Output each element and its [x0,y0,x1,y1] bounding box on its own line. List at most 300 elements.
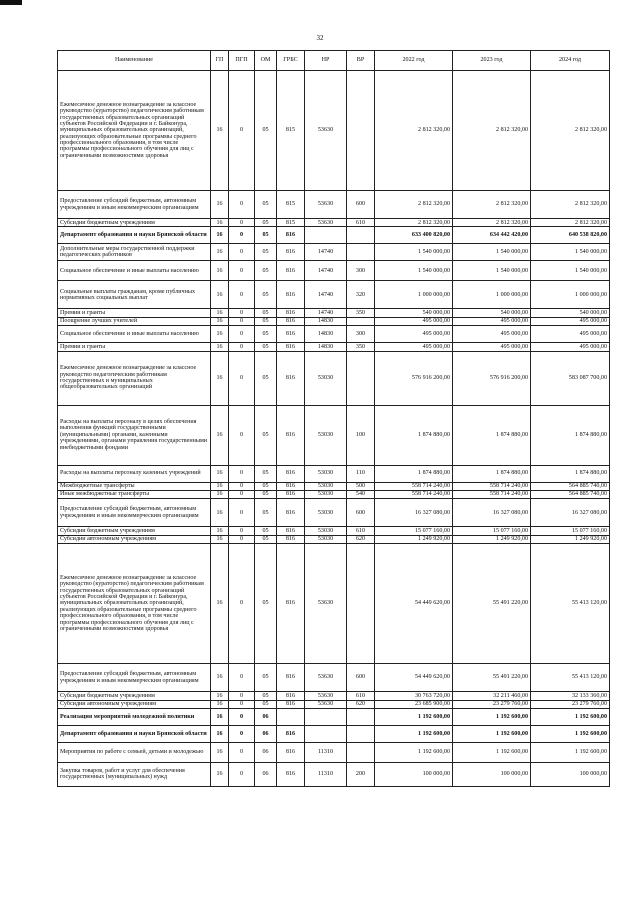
cell-gp: 16 [211,261,229,281]
table-row [58,490,610,498]
cell-vr [347,71,375,191]
cell-2022: 1 000 000,00 [375,281,453,309]
cell-vr [347,725,375,742]
cell-pgp: 0 [229,191,255,219]
cell-2023: 1 540 000,00 [453,261,531,281]
cell-pgp: 0 [229,762,255,786]
cell-grbs: 816 [277,465,305,482]
cell-pgp: 0 [229,482,255,490]
cell-grbs: 816 [277,742,305,762]
cell-gp: 16 [211,343,229,351]
cell-grbs: 816 [277,664,305,692]
cell-name: Предоставление субсидий бюджетным, автономным учреждениям и иным некоммерческим организациям [58,664,211,692]
cell-2022: 54 449 620,00 [375,544,453,664]
cell-gp: 16 [211,351,229,405]
cell-2022: 495 000,00 [375,326,453,343]
cell-2023: 1 249 920,00 [453,535,531,543]
cell-2023: 55 491 220,00 [453,544,531,664]
cell-pgp: 0 [229,465,255,482]
cell-pgp: 0 [229,544,255,664]
cell-nr: 14740 [305,309,347,317]
cell-2024: 2 812 320,00 [531,191,610,219]
cell-name: Иные межбюджетные трансферты [58,490,211,498]
cell-om: 05 [255,71,277,191]
cell-gp: 16 [211,725,229,742]
cell-2022: 1 874 880,00 [375,465,453,482]
cell-name: Предоставление субсидий бюджетным, автономным учреждениям и иным некоммерческим организациям [58,191,211,219]
cell-2022: 1 192 600,00 [375,708,453,725]
table-row [58,227,610,244]
cell-om: 05 [255,317,277,325]
cell-om: 05 [255,261,277,281]
cell-name: Социальные выплаты гражданам, кроме публичных нормативных социальных выплат [58,281,211,309]
cell-om: 05 [255,244,277,261]
cell-2022: 1 192 600,00 [375,742,453,762]
cell-vr: 600 [347,664,375,692]
cell-vr: 620 [347,700,375,708]
cell-gp: 16 [211,708,229,725]
cell-om: 05 [255,490,277,498]
cell-2023: 1 192 600,00 [453,725,531,742]
cell-name: Социальное обеспечение и иные выплаты населению [58,326,211,343]
cell-2023: 558 714 240,00 [453,490,531,498]
cell-2024: 640 538 820,00 [531,227,610,244]
cell-grbs: 816 [277,527,305,535]
table-row [58,527,610,535]
cell-2024: 32 133 360,00 [531,692,610,700]
cell-om: 05 [255,219,277,227]
cell-nr: 14830 [305,317,347,325]
cell-2022: 1 192 600,00 [375,725,453,742]
cell-2022: 2 812 320,00 [375,219,453,227]
cell-grbs: 816 [277,700,305,708]
cell-gp: 16 [211,490,229,498]
table-row [58,725,610,742]
cell-gp: 16 [211,405,229,465]
table-row [58,664,610,692]
cell-grbs: 816 [277,725,305,742]
cell-gp: 16 [211,71,229,191]
cell-vr: 110 [347,465,375,482]
cell-om: 05 [255,535,277,543]
cell-2024: 1 540 000,00 [531,261,610,281]
cell-2022: 30 763 720,00 [375,692,453,700]
cell-nr: 53030 [305,482,347,490]
cell-grbs: 816 [277,405,305,465]
table-row [58,482,610,490]
cell-pgp: 0 [229,326,255,343]
cell-om: 06 [255,725,277,742]
cell-gp: 16 [211,499,229,527]
cell-nr: 53030 [305,527,347,535]
cell-2023: 55 491 220,00 [453,664,531,692]
cell-grbs: 816 [277,343,305,351]
cell-name: Расходы на выплаты персоналу в целях обеспечения выполнения функций государственными (муниципальными) органами, казенными учреждениями, органами управления государственными внебюджетными фондами [58,405,211,465]
cell-om: 05 [255,351,277,405]
cell-pgp: 0 [229,708,255,725]
table-row [58,71,610,191]
table-header-row [58,51,610,71]
cell-pgp: 0 [229,692,255,700]
cell-vr: 600 [347,191,375,219]
cell-pgp: 0 [229,317,255,325]
cell-2023: 634 442 420,00 [453,227,531,244]
cell-om: 05 [255,482,277,490]
table-row [58,465,610,482]
cell-vr [347,244,375,261]
cell-grbs: 816 [277,544,305,664]
cell-name: Субсидии автономным учреждениям [58,535,211,543]
cell-om: 05 [255,465,277,482]
cell-vr: 350 [347,309,375,317]
cell-gp: 16 [211,281,229,309]
column-header: ВР [347,51,375,71]
column-header: ОМ [255,51,277,71]
cell-vr: 610 [347,219,375,227]
cell-name: Департамент образования и науки Брянской области [58,725,211,742]
cell-pgp: 0 [229,343,255,351]
cell-name: Ежемесячное денежное вознаграждение за классное руководство (кураторство) педагогическим работникам государственных образовательных организаций субъектов Российской Федерации и г. Байконура, муниципальных образовательных организаций, реализующих образовательные программы среднего профессионального образования, в том числе программы профессионального обучения для лиц с ограниченными возможностями здоровья [58,71,211,191]
cell-2022: 54 449 620,00 [375,664,453,692]
cell-grbs: 816 [277,261,305,281]
cell-2024: 100 000,00 [531,762,610,786]
table-row [58,219,610,227]
cell-2022: 558 714 240,00 [375,482,453,490]
cell-nr: 53630 [305,692,347,700]
cell-gp: 16 [211,482,229,490]
cell-2024: 1 192 600,00 [531,742,610,762]
cell-2022: 495 000,00 [375,343,453,351]
table-row [58,499,610,527]
cell-nr: 53030 [305,535,347,543]
cell-nr: 53630 [305,191,347,219]
cell-nr: 14740 [305,244,347,261]
cell-pgp: 0 [229,742,255,762]
cell-2024: 540 000,00 [531,309,610,317]
cell-om: 05 [255,544,277,664]
column-header: ГРБС [277,51,305,71]
cell-om: 05 [255,700,277,708]
cell-vr: 320 [347,281,375,309]
cell-grbs: 816 [277,244,305,261]
cell-nr: 53030 [305,499,347,527]
cell-nr: 53030 [305,465,347,482]
cell-2024: 55 413 120,00 [531,544,610,664]
cell-2022: 23 685 900,00 [375,700,453,708]
cell-pgp: 0 [229,499,255,527]
cell-om: 06 [255,762,277,786]
cell-name: Субсидии бюджетным учреждениям [58,692,211,700]
table-row [58,708,610,725]
cell-2022: 540 000,00 [375,309,453,317]
cell-2022: 1 540 000,00 [375,244,453,261]
cell-om: 06 [255,708,277,725]
table-row [58,405,610,465]
cell-gp: 16 [211,191,229,219]
cell-nr: 14740 [305,281,347,309]
cell-om: 05 [255,281,277,309]
cell-grbs: 816 [277,317,305,325]
cell-om: 05 [255,326,277,343]
table-row [58,244,610,261]
budget-table [57,50,610,787]
cell-2024: 1 000 000,00 [531,281,610,309]
cell-name: Департамент образования и науки Брянской области [58,227,211,244]
cell-2022: 633 400 820,00 [375,227,453,244]
cell-2024: 1 192 600,00 [531,725,610,742]
cell-vr: 610 [347,527,375,535]
cell-2023: 1 540 000,00 [453,244,531,261]
cell-nr: 14830 [305,343,347,351]
cell-name: Субсидии бюджетным учреждениям [58,527,211,535]
cell-2022: 495 000,00 [375,317,453,325]
cell-gp: 16 [211,309,229,317]
cell-name: Премии и гранты [58,343,211,351]
cell-name: Дополнительные меры государственной поддержки педагогических работников [58,244,211,261]
cell-grbs: 816 [277,482,305,490]
cell-2024: 1 540 000,00 [531,244,610,261]
cell-pgp: 0 [229,227,255,244]
cell-om: 05 [255,309,277,317]
cell-2024: 16 327 080,00 [531,499,610,527]
column-header: Наименование [58,51,211,71]
cell-2024: 1 249 920,00 [531,535,610,543]
cell-gp: 16 [211,465,229,482]
cell-pgp: 0 [229,725,255,742]
cell-2022: 1 249 920,00 [375,535,453,543]
column-header: 2022 год [375,51,453,71]
cell-2024: 1 874 880,00 [531,465,610,482]
table-row [58,309,610,317]
cell-vr [347,317,375,325]
cell-nr: 11310 [305,742,347,762]
cell-vr [347,227,375,244]
cell-vr: 600 [347,499,375,527]
table-row [58,261,610,281]
cell-2023: 100 000,00 [453,762,531,786]
cell-2022: 558 714 240,00 [375,490,453,498]
table-row [58,326,610,343]
table-row [58,762,610,786]
cell-name: Поощрение лучших учителей [58,317,211,325]
cell-name: Реализация мероприятий молодежной политики [58,708,211,725]
cell-name: Премии и гранты [58,309,211,317]
cell-vr: 610 [347,692,375,700]
cell-pgp: 0 [229,71,255,191]
cell-2023: 2 812 320,00 [453,71,531,191]
cell-grbs: 816 [277,326,305,343]
cell-2023: 32 211 460,00 [453,692,531,700]
column-header: ПГП [229,51,255,71]
cell-vr [347,351,375,405]
cell-pgp: 0 [229,219,255,227]
cell-vr: 500 [347,482,375,490]
cell-om: 05 [255,343,277,351]
cell-2022: 576 916 200,00 [375,351,453,405]
cell-2022: 2 812 320,00 [375,191,453,219]
cell-vr [347,544,375,664]
cell-name: Закупка товаров, работ и услуг для обеспечения государственных (муниципальных) нужд [58,762,211,786]
cell-om: 05 [255,499,277,527]
cell-nr: 11310 [305,762,347,786]
cell-grbs: 816 [277,309,305,317]
cell-vr: 200 [347,762,375,786]
cell-pgp: 0 [229,309,255,317]
cell-2023: 16 327 080,00 [453,499,531,527]
cell-name: Расходы на выплаты персоналу казенных учреждений [58,465,211,482]
cell-2023: 495 000,00 [453,317,531,325]
cell-gp: 16 [211,244,229,261]
cell-2023: 2 812 320,00 [453,191,531,219]
cell-grbs: 815 [277,219,305,227]
cell-name: Предоставление субсидий бюджетным, автономным учреждениям и иным некоммерческим организациям [58,499,211,527]
cell-2023: 23 279 760,00 [453,700,531,708]
cell-2023: 495 000,00 [453,326,531,343]
cell-name: Ежемесячное денежное вознаграждение за классное руководство (кураторство) педагогическим работникам государственных образовательных организаций субъектов Российской Федерации и г. Байконура, муниципальных образовательных организаций, реализующих образовательные программы среднего профессионального образования, в том числе программы профессионального обучения для лиц с ограниченными возможностями здоровья [58,544,211,664]
cell-gp: 16 [211,700,229,708]
cell-2023: 15 077 160,00 [453,527,531,535]
table-body [58,71,610,787]
cell-nr [305,725,347,742]
cell-2023: 2 812 320,00 [453,219,531,227]
cell-om: 05 [255,527,277,535]
cell-2023: 576 916 200,00 [453,351,531,405]
cell-gp: 16 [211,692,229,700]
table-row [58,281,610,309]
cell-vr [347,742,375,762]
cell-nr: 53630 [305,664,347,692]
column-header: 2023 год [453,51,531,71]
cell-nr: 53030 [305,351,347,405]
cell-2022: 2 812 320,00 [375,71,453,191]
cell-grbs: 816 [277,692,305,700]
cell-2024: 2 812 320,00 [531,71,610,191]
table-row [58,700,610,708]
cell-gp: 16 [211,219,229,227]
cell-2022: 15 077 160,00 [375,527,453,535]
cell-vr: 100 [347,405,375,465]
cell-2023: 1 874 880,00 [453,405,531,465]
column-header: НР [305,51,347,71]
cell-pgp: 0 [229,527,255,535]
cell-2024: 583 087 700,00 [531,351,610,405]
cell-pgp: 0 [229,281,255,309]
cell-vr: 620 [347,535,375,543]
cell-2024: 15 077 160,00 [531,527,610,535]
cell-grbs: 816 [277,351,305,405]
cell-grbs: 816 [277,281,305,309]
cell-grbs: 816 [277,227,305,244]
cell-name: Субсидии бюджетным учреждениям [58,219,211,227]
cell-nr: 53630 [305,219,347,227]
cell-grbs: 816 [277,762,305,786]
cell-2024: 564 885 740,00 [531,482,610,490]
cell-pgp: 0 [229,700,255,708]
column-header: 2024 год [531,51,610,71]
cell-om: 05 [255,692,277,700]
cell-2023: 1 192 600,00 [453,742,531,762]
cell-2024: 55 413 120,00 [531,664,610,692]
cell-name: Социальное обеспечение и иные выплаты населению [58,261,211,281]
cell-grbs: 815 [277,71,305,191]
cell-2024: 2 812 320,00 [531,219,610,227]
cell-grbs: 816 [277,490,305,498]
table-row [58,742,610,762]
cell-nr: 53630 [305,544,347,664]
cell-pgp: 0 [229,261,255,281]
cell-nr: 14830 [305,326,347,343]
cell-name: Субсидии автономным учреждениям [58,700,211,708]
table-row [58,535,610,543]
table-row [58,191,610,219]
cell-gp: 16 [211,664,229,692]
cell-gp: 16 [211,227,229,244]
cell-vr: 300 [347,326,375,343]
cell-2024: 1 192 600,00 [531,708,610,725]
cell-pgp: 0 [229,490,255,498]
cell-vr: 540 [347,490,375,498]
cell-pgp: 0 [229,405,255,465]
cell-om: 05 [255,664,277,692]
cell-pgp: 0 [229,664,255,692]
cell-om: 05 [255,405,277,465]
cell-nr: 53030 [305,490,347,498]
cell-name: Ежемесячное денежное вознаграждение за классное руководство педагогическим работникам государственных и муниципальных общеобразовательных организаций [58,351,211,405]
cell-gp: 16 [211,742,229,762]
cell-gp: 16 [211,762,229,786]
table-row [58,692,610,700]
cell-pgp: 0 [229,244,255,261]
cell-2023: 1 192 600,00 [453,708,531,725]
cell-pgp: 0 [229,535,255,543]
cell-name: Межбюджетные трансферты [58,482,211,490]
cell-om: 05 [255,191,277,219]
cell-2023: 1 874 880,00 [453,465,531,482]
cell-nr: 53630 [305,71,347,191]
cell-2024: 1 874 880,00 [531,405,610,465]
scan-edge-mark [0,0,22,5]
cell-nr [305,227,347,244]
cell-grbs: 816 [277,499,305,527]
table-row [58,343,610,351]
cell-2023: 1 000 000,00 [453,281,531,309]
cell-2023: 540 000,00 [453,309,531,317]
table-row [58,317,610,325]
cell-2022: 1 874 880,00 [375,405,453,465]
cell-gp: 16 [211,527,229,535]
cell-2024: 23 279 760,00 [531,700,610,708]
cell-2022: 16 327 080,00 [375,499,453,527]
page-number: 32 [316,34,324,42]
cell-grbs [277,708,305,725]
cell-2022: 1 540 000,00 [375,261,453,281]
cell-gp: 16 [211,326,229,343]
cell-2023: 558 714 240,00 [453,482,531,490]
cell-name: Мероприятия по работе с семьей, детьми и молодежью [58,742,211,762]
cell-2024: 495 000,00 [531,326,610,343]
table-row [58,351,610,405]
cell-grbs: 815 [277,191,305,219]
cell-gp: 16 [211,535,229,543]
column-header: ГП [211,51,229,71]
cell-vr: 350 [347,343,375,351]
cell-nr [305,708,347,725]
cell-vr [347,708,375,725]
cell-nr: 14740 [305,261,347,281]
cell-2024: 495 000,00 [531,343,610,351]
cell-pgp: 0 [229,351,255,405]
cell-gp: 16 [211,544,229,664]
